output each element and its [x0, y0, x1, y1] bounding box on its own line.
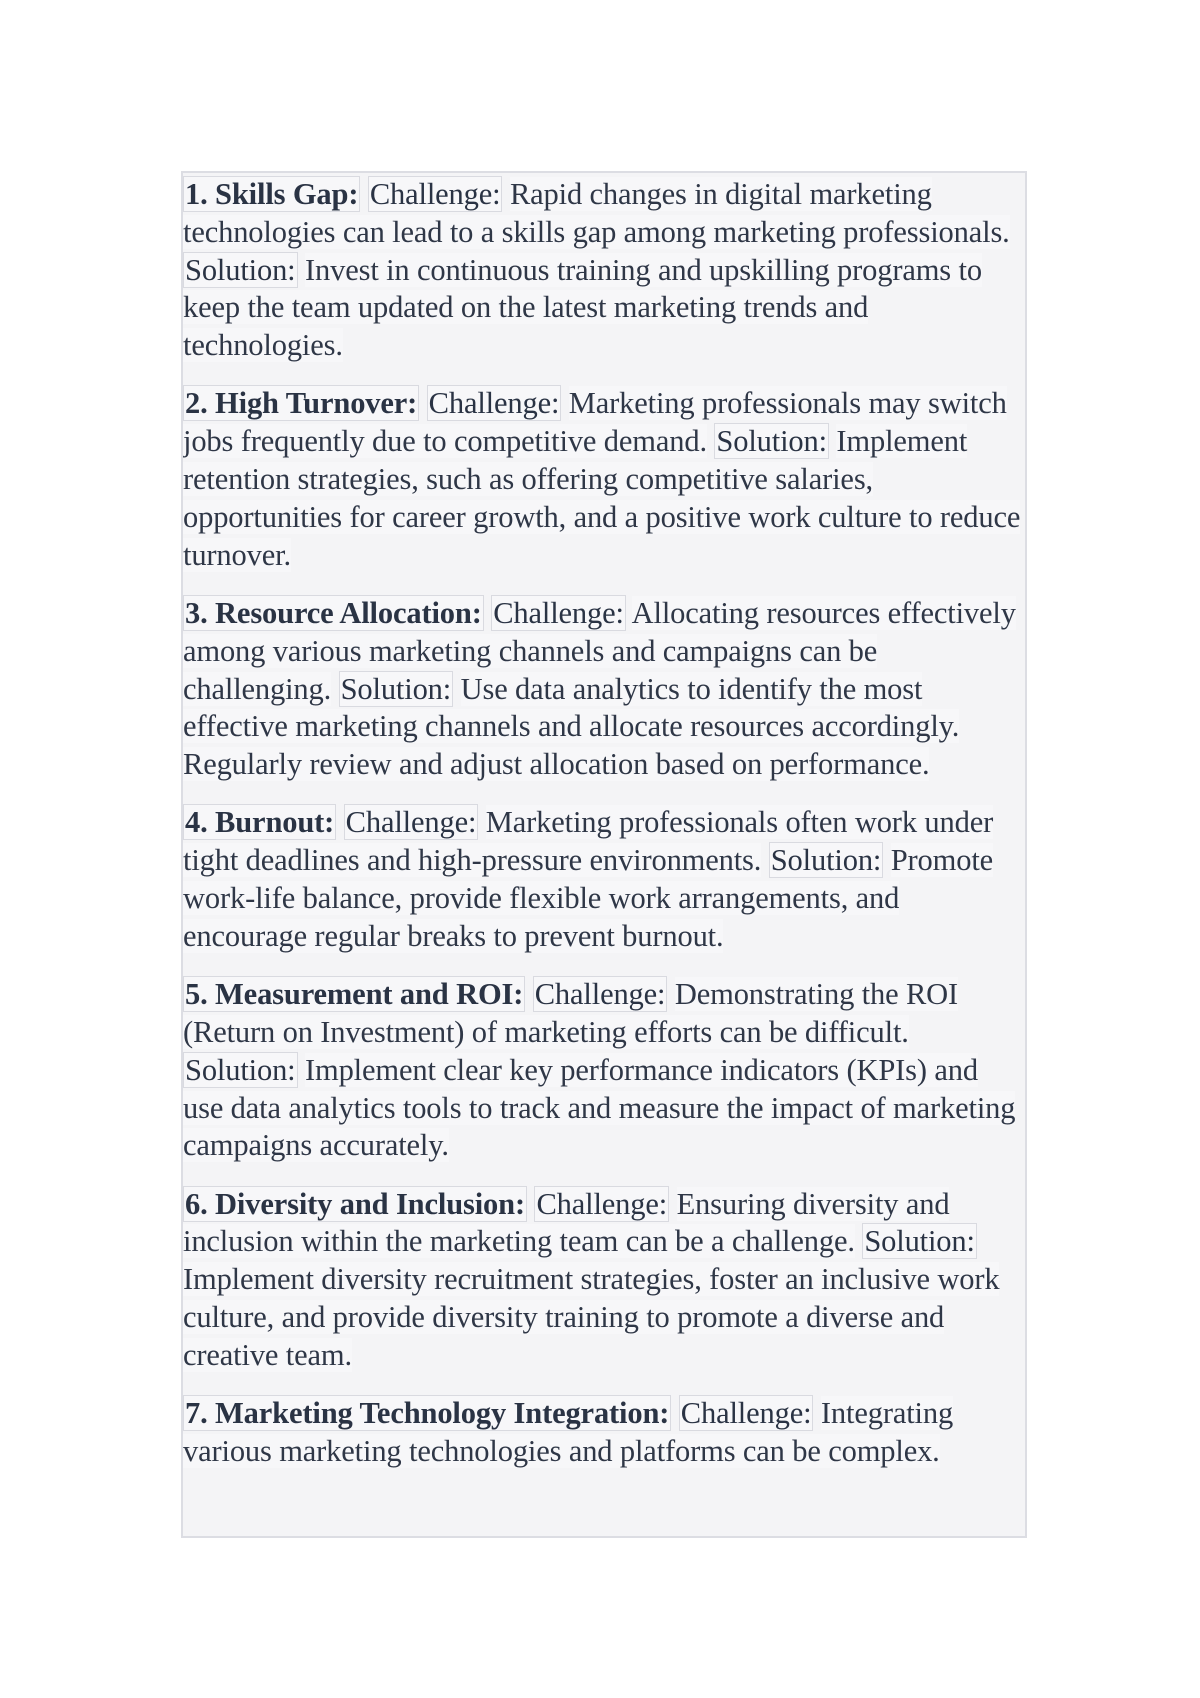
list-item-diversity-inclusion [183, 1186, 1025, 1375]
challenge-label: Challenge: [493, 595, 624, 630]
challenge-text: Demonstrating the ROI (Return on Investment) of marketing efforts can be difficult. [183, 977, 959, 1049]
challenge-label: Challenge: [680, 1396, 812, 1431]
challenge-text: Allocating resources effectively among various marketing channels and campaigns can be challenging. [183, 595, 1016, 706]
list-item-skills-gap [183, 176, 1025, 365]
list-item-measurement-roi [183, 976, 1025, 1165]
item-heading: 7. Marketing Technology Integration: [185, 1396, 670, 1431]
item-heading: 6. Diversity and Inclusion: [185, 1186, 525, 1221]
item-heading: 1. Skills Gap: [185, 177, 359, 211]
solution-text: Invest in continuous training and upskilling programs to keep the team updated on the latest marketing trends and technologies. [183, 252, 982, 363]
challenge-label: Challenge: [534, 977, 666, 1012]
solution-label: Solution: [864, 1224, 975, 1259]
solution-label: Solution: [340, 671, 452, 706]
challenge-text: Integrating various marketing technologies and platforms can be complex. [183, 1396, 954, 1468]
challenge-text: Marketing professionals may switch jobs frequently due to competitive demand. [183, 386, 1007, 459]
item-heading: 5. Measurement and ROI: [185, 977, 524, 1012]
solution-label: Solution: [185, 252, 296, 287]
document-content [181, 171, 1027, 1538]
challenge-label: Challenge: [428, 386, 560, 421]
solution-text: Implement retention strategies, such as offering competitive salaries, opportunities for career growth, and a positive work culture to reduce turnover. [183, 424, 1021, 572]
item-heading: 4. Burnout: [185, 805, 335, 840]
solution-text: Implement diversity recruitment strategies, foster an inclusive work culture, and provide diversity training to promote a diverse and creative team. [183, 1262, 1000, 1372]
challenge-label: Challenge: [536, 1186, 668, 1221]
challenge-label: Challenge: [369, 177, 501, 211]
challenge-label: Challenge: [345, 805, 477, 840]
list-item-martech-integration [183, 1395, 1025, 1471]
solution-label: Solution: [770, 843, 882, 878]
solution-text: Implement clear key performance indicators (KPIs) and use data analytics tools to track and measure the impact of marketing campaigns accurately. [183, 1052, 1016, 1163]
challenge-text: Ensuring diversity and inclusion within the marketing team can be a challenge. [183, 1186, 950, 1259]
solution-text: Promote work-life balance, provide flexible work arrangements, and encourage regular breaks to prevent burnout. [183, 843, 994, 953]
solution-label: Solution: [185, 1052, 296, 1087]
solution-text: Use data analytics to identify the most effective marketing channels and allocate resources accordingly. Regularly review and adjust allocation based on performance. [183, 671, 960, 782]
item-heading: 2. High Turnover: [185, 386, 418, 421]
challenge-text: Rapid changes in digital marketing technologies can lead to a skills gap among marketing professionals. [183, 177, 1010, 249]
item-heading: 3. Resource Allocation: [185, 595, 482, 630]
list-item-resource-allocation [183, 595, 1025, 784]
challenge-text: Marketing professionals often work under tight deadlines and high-pressure environments. [183, 805, 994, 878]
list-item-burnout [183, 804, 1025, 955]
list-item-high-turnover [183, 385, 1025, 574]
solution-label: Solution: [716, 424, 827, 459]
